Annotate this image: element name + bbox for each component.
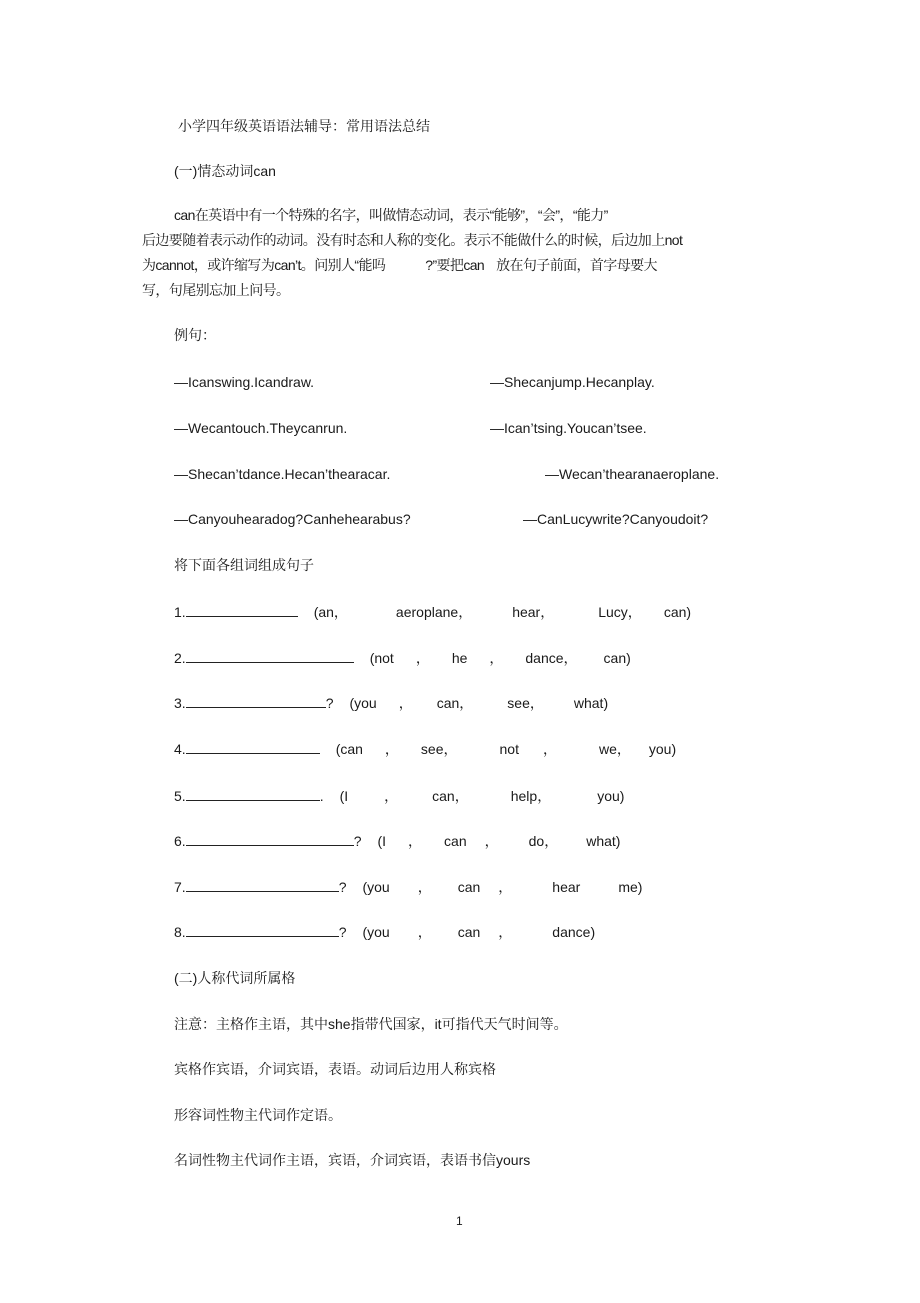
exercise-word: can) <box>663 604 692 620</box>
exercise-word: hear <box>552 879 581 895</box>
exercise-word: can <box>457 924 481 940</box>
exercise-word: ， <box>498 879 513 895</box>
note-line: 形容词性物主代词作定语。 <box>174 1107 342 1123</box>
paragraph-line: 写，句尾别忘加上问号。 <box>142 282 290 298</box>
paragraph-segment: 放在句子前面，首字母要大 <box>496 257 657 273</box>
exercise-word: ， <box>498 924 513 940</box>
note-line: 名词性物主代词作主语，宾语，介词宾语，表语书信yours <box>174 1152 531 1168</box>
note-line: 宾格作宾语，介词宾语，表语。动词后边用人称宾格 <box>174 1061 496 1077</box>
exercise-end-punctuation: ? <box>325 695 334 711</box>
exercise-instruction: 将下面各组词组成句子 <box>174 557 314 573</box>
answer-blank[interactable] <box>186 694 326 708</box>
answer-blank[interactable] <box>186 787 320 801</box>
exercise-word: ， <box>489 650 504 666</box>
paragraph-segment: ?”要把can <box>425 257 485 273</box>
exercise-word: see， <box>507 695 544 711</box>
exercise-word: aeroplane， <box>395 604 473 620</box>
exercise-word: (I <box>377 833 387 849</box>
exercise-word: ， <box>542 741 557 757</box>
exercise-word: we， <box>598 741 631 757</box>
example-sentence: —Canyouhearadog?Canhehearabus? <box>174 511 411 527</box>
exercise-end-punctuation: ? <box>338 924 347 940</box>
section-heading-modal-verb: (一)情态动词can <box>174 163 276 179</box>
exercise-number: 8. <box>174 924 186 940</box>
exercise-word: ， <box>408 833 423 849</box>
exercise-number: 2. <box>174 650 186 666</box>
exercise-number: 4. <box>174 741 186 757</box>
exercise-word: see， <box>420 741 458 757</box>
answer-blank[interactable] <box>186 603 298 617</box>
section-heading-pronouns: (二)人称代词所属格 <box>174 970 296 986</box>
exercise-word: Lucy， <box>598 604 642 620</box>
exercise-word: dance) <box>552 924 596 940</box>
exercise-number: 1. <box>174 604 186 620</box>
exercise-word: he <box>451 650 468 666</box>
examples-label: 例句： <box>174 327 216 343</box>
exercise-word: not <box>499 741 519 757</box>
example-sentence: —Wecan’thearanaeroplane. <box>545 466 720 482</box>
paragraph-line: 后边要随着表示动作的动词。没有时态和人称的变化。表示不能做什么的时候，后边加上not <box>142 232 683 248</box>
document-title: 小学四年级英语语法辅导：常用语法总结 <box>178 118 430 134</box>
answer-blank[interactable] <box>186 740 320 754</box>
exercise-word: (I <box>339 788 349 804</box>
exercise-end-punctuation: ? <box>338 879 347 895</box>
exercise-word: ， <box>415 650 430 666</box>
exercise-item <box>174 787 624 805</box>
paragraph-segment: 为cannot，或许缩写为can’t。问别人“能吗 <box>142 257 386 273</box>
exercise-end-punctuation: . <box>319 788 324 804</box>
exercise-word: (you <box>349 695 377 711</box>
paragraph-line: can在英语中有一个特殊的名字，叫做情态动词，表示“能够”，“会”，“能力” <box>174 207 608 223</box>
exercise-word: ， <box>384 741 399 757</box>
exercise-item <box>174 740 676 758</box>
paragraph-line <box>142 256 657 274</box>
exercise-word: you) <box>648 741 677 757</box>
exercise-number: 5. <box>174 788 186 804</box>
note-line: 注意：主格作主语，其中she指带代国家，it可指代天气时间等。 <box>174 1016 568 1032</box>
example-sentence: —Ican’tsing.Youcan’tsee. <box>490 420 647 436</box>
exercise-word: can <box>457 879 481 895</box>
exercise-number: 7. <box>174 879 186 895</box>
exercise-word: can， <box>432 788 469 804</box>
exercise-word: ， <box>484 833 499 849</box>
example-sentence: —Wecantouch.Theycanrun. <box>174 420 348 436</box>
exercise-word: do， <box>528 833 559 849</box>
exercise-word: hear， <box>512 604 555 620</box>
example-sentence: —Icanswing.Icandraw. <box>174 374 315 390</box>
answer-blank[interactable] <box>186 878 339 892</box>
exercise-item <box>174 878 642 896</box>
exercise-word: ， <box>398 695 413 711</box>
example-sentence: —Shecan’tdance.Hecan’thearacar. <box>174 466 391 482</box>
exercise-word: can <box>444 833 467 849</box>
exercise-item <box>174 694 608 712</box>
exercise-word: dance， <box>525 650 578 666</box>
exercise-item <box>174 832 620 850</box>
answer-blank[interactable] <box>186 923 339 937</box>
exercise-word: you) <box>597 788 625 804</box>
answer-blank[interactable] <box>186 649 354 663</box>
exercise-word: (you <box>362 924 390 940</box>
exercise-word: (an， <box>313 604 348 620</box>
exercise-item <box>174 603 691 621</box>
example-sentence: —Shecanjump.Hecanplay. <box>490 374 655 390</box>
exercise-word: what) <box>573 695 609 711</box>
exercise-word: me) <box>618 879 643 895</box>
exercise-word: (can <box>335 741 363 757</box>
exercise-item <box>174 649 631 667</box>
exercise-item <box>174 923 595 941</box>
exercise-end-punctuation: ? <box>353 833 362 849</box>
answer-blank[interactable] <box>186 832 354 846</box>
page-number: 1 <box>456 1214 463 1228</box>
exercise-word: ， <box>384 788 399 804</box>
exercise-number: 6. <box>174 833 186 849</box>
exercise-word: what) <box>586 833 621 849</box>
exercise-word: help， <box>510 788 552 804</box>
exercise-word: (not <box>369 650 394 666</box>
exercise-word: can) <box>603 650 631 666</box>
exercise-word: ， <box>417 879 432 895</box>
exercise-word: (you <box>362 879 390 895</box>
exercise-number: 3. <box>174 695 186 711</box>
exercise-word: can， <box>436 695 474 711</box>
exercise-word: ， <box>417 924 432 940</box>
example-sentence: —CanLucywrite?Canyoudoit? <box>523 511 709 527</box>
